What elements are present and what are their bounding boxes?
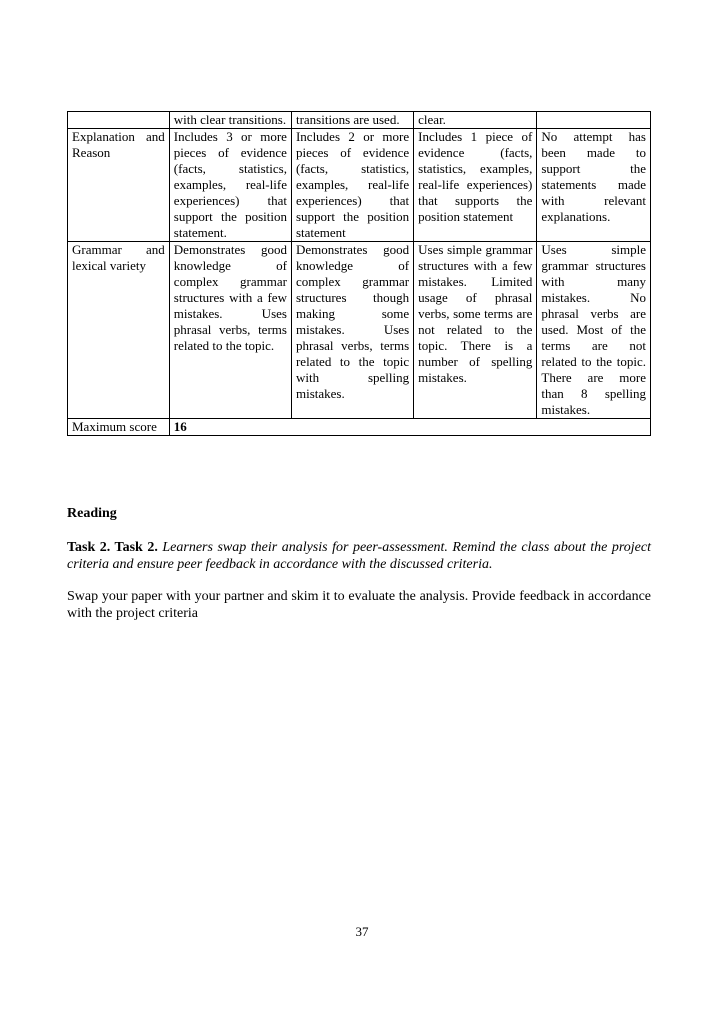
table-cell [537,112,651,129]
table-row [68,242,651,419]
table-cell: transitions are used. [291,112,413,129]
table-cell: Demonstrates good knowledge of complex grammar structures though making some mistakes. Uses phrasal verbs, terms related to the topic with spelling mistakes. [291,242,413,419]
table-cell: Includes 2 or more pieces of evidence (facts, statistics, examples, real-life experiences) that support the position statement [291,129,413,242]
page-number: 37 [355,924,369,939]
criterion-cell [68,112,170,129]
table-cell: with clear transitions. [169,112,291,129]
criterion-cell: Explanation and Reason [68,129,170,242]
max-score-label: Maximum score [68,419,170,436]
table-cell: Includes 1 piece of evidence (facts, statistics, examples, real-life experiences) that supports the position statement [414,129,537,242]
instruction-paragraph: Swap your paper with your partner and skim it to evaluate the analysis. Provide feedback in accordance with the project criteria [67,589,651,621]
table-row [68,112,651,129]
criterion-cell: Grammar and lexical variety [68,242,170,419]
max-score-row [68,419,651,436]
table-cell: clear. [414,112,537,129]
rubric-table [67,111,651,436]
table-cell: Includes 3 or more pieces of evidence (facts, statistics, examples, real-life experiences) that support the position statement. [169,129,291,242]
table-cell: Uses simple grammar structures with many mistakes. No phrasal verbs are used. Most of the terms are not related to the topic. There are more than 8 spelling mistakes. [537,242,651,419]
table-row [68,129,651,242]
max-score-value: 16 [169,419,650,436]
section-heading: Reading [67,506,117,521]
task-paragraph [67,539,651,573]
task-label: Task 2. Task 2. [67,540,158,555]
table-cell: Demonstrates good knowledge of complex grammar structures with a few mistakes. Uses phrasal verbs, terms related to the topic. [169,242,291,419]
task-text: Learners swap their analysis for peer-assessment. Remind the class about the project criteria and ensure peer feedback in accordance with the discussed criteria. [67,540,651,572]
table-cell: No attempt has been made to support the statements made with relevant explanations. [537,129,651,242]
table-cell: Uses simple grammar structures with a few mistakes. Limited usage of phrasal verbs, some terms are not related to the topic. There is a number of spelling mistakes. [414,242,537,419]
